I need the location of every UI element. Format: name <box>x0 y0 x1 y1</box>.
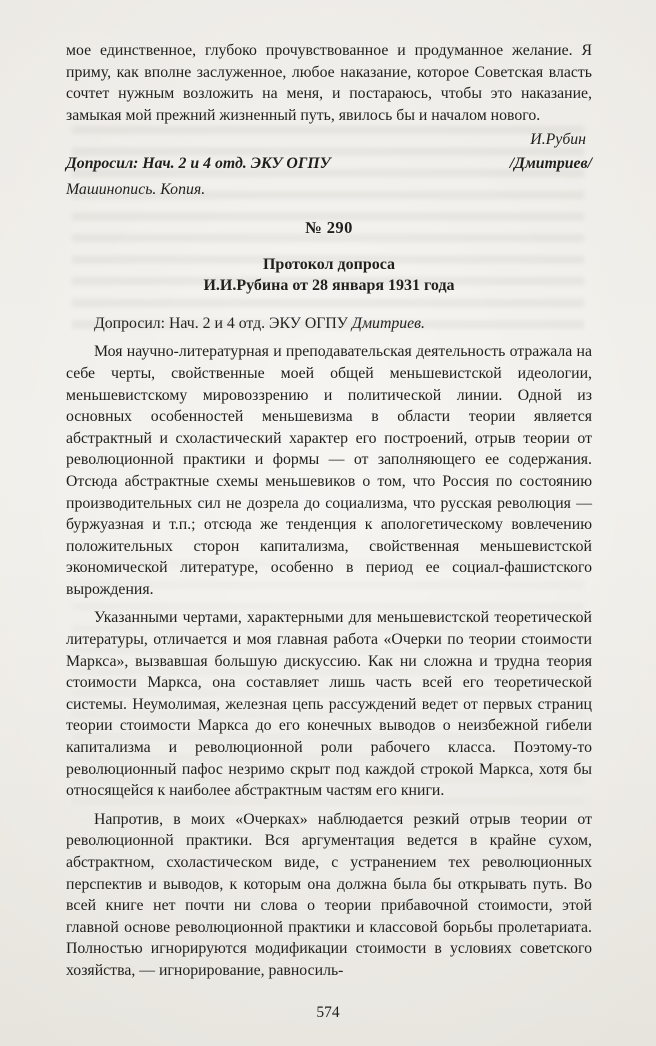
document-number: № 290 <box>305 218 353 238</box>
interrogator-title: Допросил: Нач. 2 и 4 отд. ЭКУ ОГПУ <box>66 154 331 172</box>
typescript-note: Машинопись. Копия. <box>66 180 206 198</box>
intro-paragraph: мое единственное, глубоко прочувствованное и продуманное желание. Я приму, как вполне заслуженное, любое наказание, которое Советская власть сочтет нужным возложить на меня, и постараюсь, чтобы это наказание, замыкая мой прежний жизненный путь, явилось бы и началом нового. <box>66 42 592 124</box>
interrogator-line <box>66 153 592 175</box>
interrogated-by-name: Дмитриев. <box>351 314 425 332</box>
body-paragraph-2: Указанными чертами, характерными для меньшевистской теоретической литературы, отличается и моя главная работа «Очерки по теории стоимости Маркса», вызвавшая большую дискуссию. Как ни сложна и трудна теория стоимости Маркса, она составляет лишь часть всей его теоретической системы. Неумолимая, железная цепь рассуждений ведет от первых страниц теории стоимости Маркса до его конечных выводов о неизбежной гибели капитализма и революционной роли рабочего класса. Поэтому-то революционный пафос незримо скрыт под каждой строкой Маркса, хотя бы относящейся к наиболее абстрактным частям его книги. <box>66 609 592 800</box>
signature: И.Рубин <box>530 131 586 149</box>
document-title <box>66 254 592 296</box>
interrogated-by-line <box>66 313 592 335</box>
interrogated-by-prefix: Допросил: Нач. 2 и 4 отд. ЭКУ ОГПУ <box>94 314 352 332</box>
body-paragraph-1: Моя научно-литературная и преподавательская деятельность отражала на себе черты, свойственные моей общей меньшевистской идеологии, меньшевистскому мировоззрению и политической линии. Одной из основных особенностей меньшевизма в области теории является абстрактный и схоластический характер его построений, отрыв теории от революционной практики и формы — от заполняющего ее содержания. Отсюда абстрактные схемы меньшевиков о том, что Россия по состоянию производительных сил не дозрела до социализма, что русская революция — буржуазная и т.п.; отсюда же тенденция к апологетическому вовлечению положительных сторон капитализма, свойственная меньшевистской экономической литературе, особенно в период ее социал-фашистского вырождения. <box>66 343 592 598</box>
page-number: 574 <box>316 1004 340 1022</box>
body-paragraph-3: Напротив, в моих «Очерках» наблюдается резкий отрыв теории от революционной практики. Вся аргументация ведется в крайне сухом, абстрактном, схоластическом виде, с устранением тех революционных перспектив и выводов, к которым она должна была бы открывать путь. Во всей книге нет почти ни слова о теории прибавочной стоимости, этой главной основе революционной практики и классовой борьбы пролетариата. Полностью игнорируются модификации стоимости в условиях советского хозяйства, — игнорирование, равносиль- <box>66 810 592 979</box>
document-title-line1: Протокол допроса <box>262 255 396 273</box>
document-title-line2: И.И.Рубина от 28 января 1931 года <box>203 276 455 294</box>
interrogator-name: /Дмитриев/ <box>509 154 592 172</box>
